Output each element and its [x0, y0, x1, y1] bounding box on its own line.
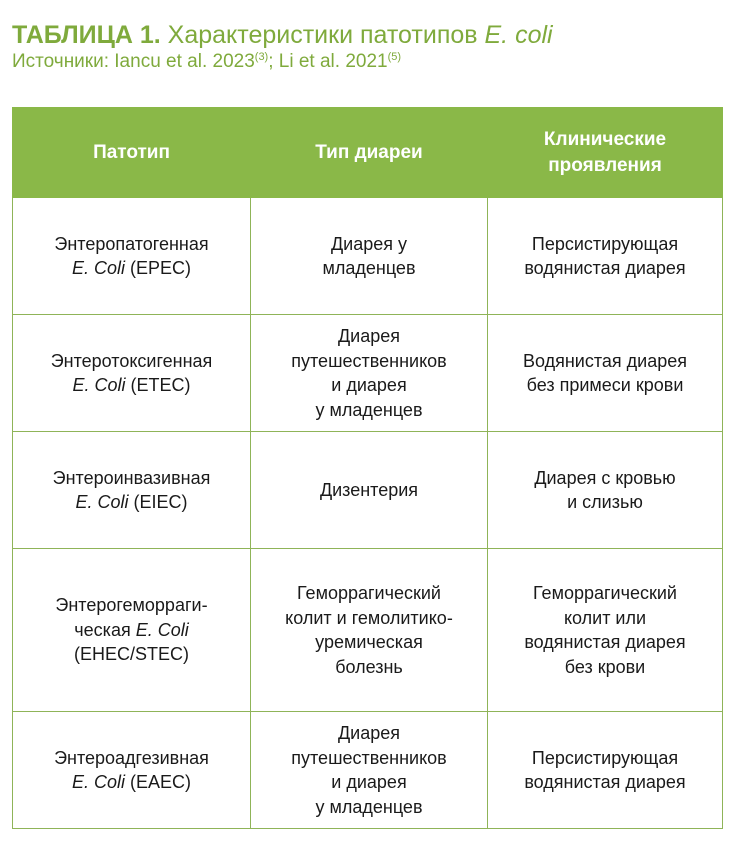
pathotype-name: Энтеротоксигенная: [50, 350, 213, 371]
table-title-italic: E. coli: [484, 21, 553, 49]
table-row: [13, 198, 723, 315]
cell-pathotype: [13, 432, 251, 549]
table-number: ТАБЛИЦА 1.: [12, 21, 161, 49]
cell-pathotype: [13, 315, 251, 432]
pathotype-name: Энтеропатогенная: [54, 233, 209, 254]
sources-line: [12, 50, 553, 74]
pathotype-code: (ETEC): [125, 375, 191, 395]
cell-clinical: Диарея с кровью и слизью: [488, 432, 723, 549]
table-title: [12, 20, 553, 50]
pathotype-code: (EHEC/STEC): [73, 644, 189, 665]
cell-clinical: Водянистая диарея без примеси крови: [488, 315, 723, 432]
pathotype-species: E. Coli: [72, 375, 126, 395]
pathotype-species: E. Coli: [71, 772, 125, 792]
cell-diarrhea-type: Диарея путешественников и диарея у младенцев: [251, 315, 488, 432]
header-clinical: Клинические проявления: [488, 108, 723, 198]
cell-pathotype: [13, 712, 251, 829]
pathotypes-table: [12, 107, 723, 829]
pathotype-code: (EAEC): [125, 772, 192, 792]
table-row: [13, 432, 723, 549]
cell-diarrhea-type: Дизентерия: [251, 432, 488, 549]
pathotype-name: Энтероинвазивная: [52, 467, 211, 488]
cell-diarrhea-type: Диарея у младенцев: [251, 198, 488, 315]
source-ref-2: (5): [387, 51, 402, 63]
table-row: [13, 315, 723, 432]
header-diarrhea-type: Тип диареи: [251, 108, 488, 198]
cell-pathotype: [13, 198, 251, 315]
pathotype-species: E. Coli: [75, 492, 129, 512]
table-header-row: [13, 108, 723, 198]
table-row: [13, 549, 723, 712]
pathotype-code: (EIEC): [128, 492, 188, 512]
sources-middle: ; Li et al. 2021: [268, 51, 388, 72]
sources-prefix: Источники: Iancu et al. 2023: [12, 51, 255, 72]
table-caption: [12, 20, 553, 74]
table-row: [13, 712, 723, 829]
cell-diarrhea-type: Диарея путешественников и диарея у младенцев: [251, 712, 488, 829]
pathotype-species: E. Coli: [71, 258, 125, 278]
pathotype-species: E. Coli: [135, 619, 189, 640]
cell-clinical: Персистирующая водянистая диарея: [488, 712, 723, 829]
pathotype-name: Энтерогеморраги- ческая: [55, 595, 208, 640]
cell-clinical: Геморрагический колит или водянистая диарея без крови: [488, 549, 723, 712]
cell-diarrhea-type: Геморрагический колит и гемолитико- уремическая болезнь: [251, 549, 488, 712]
pathotype-name: Энтероадгезивная: [54, 747, 209, 768]
cell-pathotype: [13, 549, 251, 712]
cell-clinical: Персистирующая водянистая диарея: [488, 198, 723, 315]
pathotypes-table-wrapper: [12, 107, 722, 829]
pathotype-code: (EPEC): [125, 258, 192, 278]
table-title-text: Характеристики патотипов: [167, 21, 478, 49]
source-ref-1: (3): [254, 51, 269, 63]
header-pathotype: Патотип: [13, 108, 251, 198]
